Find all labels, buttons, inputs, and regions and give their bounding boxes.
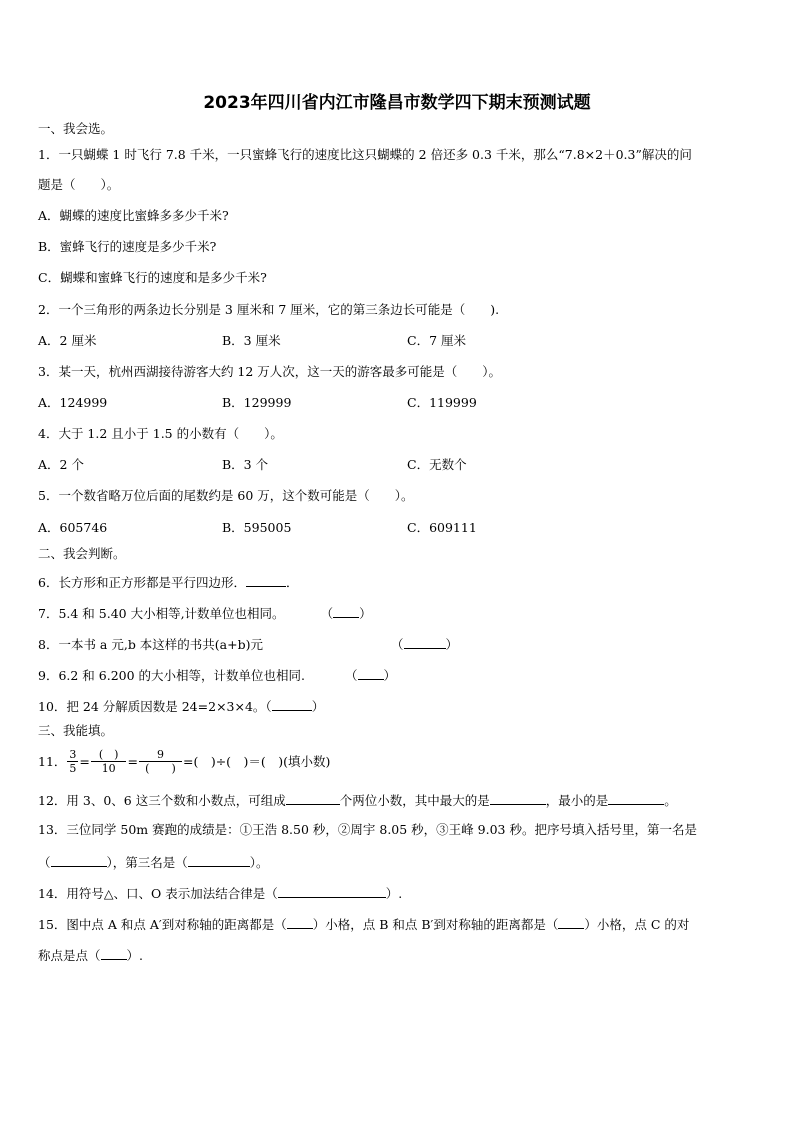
q15-line1 xyxy=(38,915,689,933)
q13-paren-right: ）。 xyxy=(249,855,269,870)
q15-blank-b[interactable] xyxy=(558,915,584,929)
q11-f3-numerator: 9 xyxy=(139,748,182,762)
q11-f1-denominator: 5 xyxy=(69,762,77,775)
q7-text: 7．5.4 和 5.40 大小相等,计数单位也相同。 xyxy=(38,606,285,621)
q11-label: 11． xyxy=(38,753,67,769)
q9 xyxy=(38,666,396,684)
q12-text-4: 。 xyxy=(664,793,677,808)
q12-text-3: ，最小的是 xyxy=(545,793,609,808)
q11-f2-denominator: 10 xyxy=(101,762,116,775)
q11-f2-numerator[interactable]: ( ) xyxy=(91,748,127,762)
q11-equals-1: = xyxy=(79,753,90,769)
q9-paren-left: （ xyxy=(345,668,358,683)
q13-paren-left: （ xyxy=(38,855,51,870)
q11-tail: =( )÷( )＝( )(填小数) xyxy=(182,753,331,769)
q12-blank-max[interactable] xyxy=(490,791,546,805)
q11-equals-2: = xyxy=(127,753,138,769)
q14 xyxy=(38,884,402,902)
section-heading-2: 二、我会判断。 xyxy=(38,546,126,561)
q9-paren-right: ） xyxy=(383,668,397,683)
q2-stem: 2．一个三角形的两条边长分别是 3 厘米和 7 厘米，它的第三条边长可能是（ ). xyxy=(38,302,500,317)
q3-stem: 3．某一天，杭州西湖接待游客大约 12 万人次，这一天的游客最多可能是（ ）。 xyxy=(38,364,502,379)
q6-end: ． xyxy=(285,575,299,590)
q1-stem-line2: 题是（ ）。 xyxy=(38,177,120,192)
q10 xyxy=(38,697,324,715)
q10-paren-right: ） xyxy=(311,699,325,714)
q13-line1: 13．三位同学 50m 赛跑的成绩是：①王浩 8.50 秒，②周宇 8.05 秒，③王峰 9.03 秒。把序号填入括号里，第一名是 xyxy=(38,822,697,837)
q12-blank-min[interactable] xyxy=(608,791,664,805)
q8-text: 8．一本书 a 元,b 本这样的书共(a+b)元 xyxy=(38,637,263,652)
q13-blank-third[interactable] xyxy=(188,853,250,867)
q3-option-c: C．119999 xyxy=(407,395,477,410)
q4-stem: 4．大于 1.2 且小于 1.5 的小数有（ ）。 xyxy=(38,426,283,441)
q10-text: 10．把 24 分解质因数是 24=2×3×4。 xyxy=(38,699,266,714)
q1-option-c: C．蝴蝶和蜜蜂飞行的速度和是多少千米? xyxy=(38,270,267,285)
q15-text-2: ）小格，点 B 和点 B′到对称轴的距离都是（ xyxy=(312,917,559,932)
q15-blank-c[interactable] xyxy=(101,946,127,960)
q15-text-1: 15．图中点 A 和点 A′到对称轴的距离都是（ xyxy=(38,917,287,932)
q5-stem: 5．一个数省略万位后面的尾数约是 60 万，这个数可能是（ ）。 xyxy=(38,488,414,503)
q8-paren-right: ） xyxy=(445,637,459,652)
q7 xyxy=(38,604,372,622)
q15-line2 xyxy=(38,946,143,964)
q4-option-b: B．3 个 xyxy=(222,457,269,472)
q9-text: 9．6.2 和 6.200 的大小相等，计数单位也相同. xyxy=(38,668,306,683)
q11 xyxy=(38,746,330,777)
q4-option-a: A．2 个 xyxy=(38,457,84,472)
q11-fraction-2 xyxy=(91,748,127,775)
q3-option-a: A．124999 xyxy=(38,395,108,410)
page-title: 2023年四川省内江市隆昌市数学四下期末预测试题 xyxy=(203,93,591,113)
q11-fraction-3 xyxy=(139,748,182,775)
q7-paren-right: ） xyxy=(359,606,372,621)
section-heading-3: 三、我能填。 xyxy=(38,723,114,738)
q13-blank-first[interactable] xyxy=(51,853,107,867)
q15-text-4: 称点是点（ xyxy=(38,948,101,963)
q4-option-c: C．无数个 xyxy=(407,457,467,472)
q14-answer-blank[interactable] xyxy=(278,884,386,898)
q11-fraction-1 xyxy=(67,748,78,775)
q11-f1-numerator: 3 xyxy=(69,748,77,761)
q13-text-third: ），第三名是（ xyxy=(106,855,188,870)
q6 xyxy=(38,573,298,591)
q1-option-b: B．蜜蜂飞行的速度是多少千米? xyxy=(38,239,217,254)
q11-f3-denominator[interactable]: ( ) xyxy=(145,762,176,775)
q12-blank-count[interactable] xyxy=(286,791,340,805)
q6-answer-blank[interactable] xyxy=(246,573,286,587)
q13-line2 xyxy=(38,853,269,871)
q1-stem-line1: 1．一只蝴蝶 1 时飞行 7.8 千米，一只蜜蜂飞行的速度比这只蝴蝶的 2 倍还多 0.3 千米，那么“7.8×2＋0.3”解决的问 xyxy=(38,147,692,162)
q15-text-3: ）小格，点 C 的对 xyxy=(584,917,690,932)
q5-option-c: C．609111 xyxy=(407,520,477,535)
q8 xyxy=(38,635,458,653)
q7-answer-blank[interactable] xyxy=(333,604,359,618)
q2-option-a: A．2 厘米 xyxy=(38,333,97,348)
q8-answer-blank[interactable] xyxy=(404,635,446,649)
q9-answer-blank[interactable] xyxy=(358,666,384,680)
q5-option-b: B．595005 xyxy=(222,520,292,535)
q7-paren-left: （ xyxy=(320,606,334,621)
q15-text-5: ）. xyxy=(126,948,143,963)
q3-option-b: B．129999 xyxy=(222,395,292,410)
q10-paren-left: （ xyxy=(265,699,272,714)
section-heading-1: 一、我会选。 xyxy=(38,121,114,136)
q12-text-2: 个两位小数，其中最大的是 xyxy=(339,793,490,808)
q10-answer-blank[interactable] xyxy=(272,697,312,711)
q14-text-2: ）. xyxy=(385,886,403,901)
q14-text-1: 14．用符号△、口、O 表示加法结合律是（ xyxy=(38,886,278,901)
q5-option-a: A．605746 xyxy=(38,520,108,535)
q2-option-c: C．7 厘米 xyxy=(407,333,466,348)
q1-option-a: A．蝴蝶的速度比蜜蜂多多少千米? xyxy=(38,208,229,223)
q12-text-1: 12．用 3、0、6 这三个数和小数点，可组成 xyxy=(38,793,286,808)
q8-paren-left: （ xyxy=(390,637,404,652)
q15-blank-a[interactable] xyxy=(287,915,313,929)
q6-text: 6．长方形和正方形都是平行四边形． xyxy=(38,575,246,590)
q2-option-b: B．3 厘米 xyxy=(222,333,281,348)
q12 xyxy=(38,791,677,809)
